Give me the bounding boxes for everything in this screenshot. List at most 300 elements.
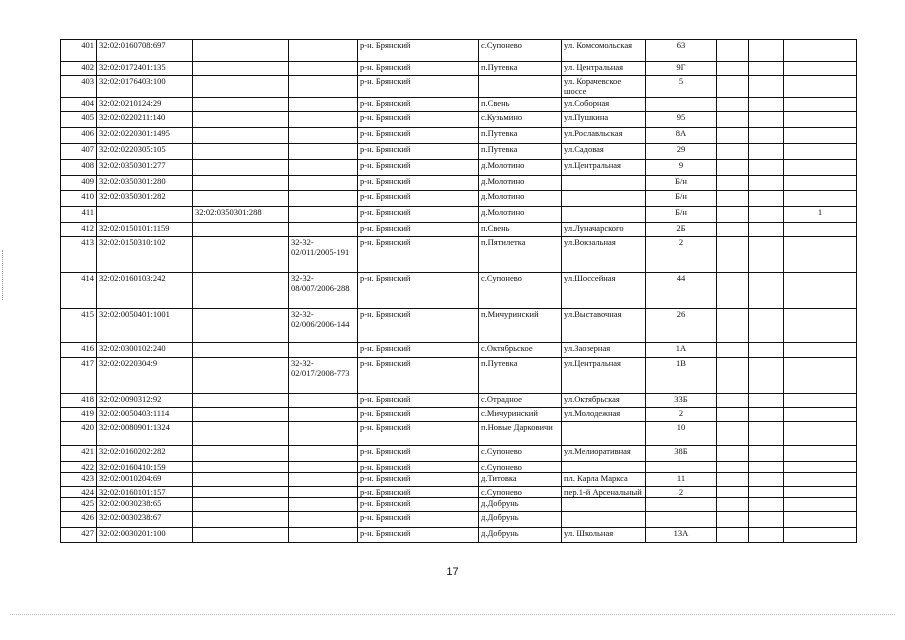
street-cell: [562, 422, 646, 446]
table-row: [61, 358, 857, 394]
cadastral-number-cell: 32:02:0220305:105: [97, 144, 193, 160]
district-cell: р-н. Брянский: [358, 528, 479, 543]
registration-number-cell: [289, 498, 358, 512]
column-11-cell: [784, 223, 857, 237]
house-number-cell: 5: [646, 76, 717, 98]
table-row: [61, 62, 857, 76]
settlement-cell: д.Добрунь: [479, 528, 562, 543]
house-number-cell: 63: [646, 40, 717, 62]
settlement-cell: с.Октябрьское: [479, 343, 562, 358]
table-row: [61, 528, 857, 543]
column-9-cell: [717, 176, 749, 191]
registration-number-cell: [289, 191, 358, 207]
house-number-cell: Б/н: [646, 207, 717, 223]
settlement-cell: д.Молотино: [479, 207, 562, 223]
column-9-cell: [717, 473, 749, 487]
settlement-cell: с.Супонево: [479, 40, 562, 62]
cadastral-number-alt-cell: [193, 358, 289, 394]
column-9-cell: [717, 462, 749, 473]
registration-number-cell: [289, 394, 358, 408]
cadastral-number-cell: 32:02:0160103:242: [97, 273, 193, 309]
street-cell: пл. Карла Маркса: [562, 473, 646, 487]
row-number-cell: 402: [61, 62, 97, 76]
column-11-cell: [784, 446, 857, 462]
table-body: [61, 40, 857, 543]
settlement-cell: п.Свень: [479, 98, 562, 112]
house-number-cell: 13А: [646, 528, 717, 543]
cadastral-number-cell: 32:02:0150310:102: [97, 237, 193, 273]
cadastral-number-cell: 32:02:0350301:282: [97, 191, 193, 207]
table-row: [61, 446, 857, 462]
row-number-cell: 418: [61, 394, 97, 408]
cadastral-number-alt-cell: [193, 309, 289, 343]
registration-number-cell: [289, 128, 358, 144]
cadastral-number-alt-cell: [193, 76, 289, 98]
district-cell: р-н. Брянский: [358, 422, 479, 446]
column-10-cell: [749, 191, 784, 207]
cadastral-number-cell: 32:02:0010204:69: [97, 473, 193, 487]
settlement-cell: д.Добрунь: [479, 498, 562, 512]
row-number-cell: 424: [61, 487, 97, 498]
column-9-cell: [717, 498, 749, 512]
row-number-cell: 419: [61, 408, 97, 422]
column-11-cell: [784, 422, 857, 446]
cadastral-number-cell: 32:02:0160101:157: [97, 487, 193, 498]
cadastral-number-alt-cell: [193, 512, 289, 528]
house-number-cell: 9: [646, 160, 717, 176]
row-number-cell: 410: [61, 191, 97, 207]
settlement-cell: с.Супонево: [479, 487, 562, 498]
cadastral-number-alt-cell: [193, 487, 289, 498]
cadastral-number-cell: 32:02:0030238:65: [97, 498, 193, 512]
row-number-cell: 413: [61, 237, 97, 273]
house-number-cell: 1В: [646, 358, 717, 394]
column-9-cell: [717, 237, 749, 273]
cadastral-number-cell: 32:02:0176403:100: [97, 76, 193, 98]
district-cell: р-н. Брянский: [358, 223, 479, 237]
column-10-cell: [749, 309, 784, 343]
street-cell: пер.1-й Арсенальный: [562, 487, 646, 498]
registration-number-cell: 32-32-02/017/2008-773: [289, 358, 358, 394]
house-number-cell: 33Б: [646, 394, 717, 408]
row-number-cell: 425: [61, 498, 97, 512]
column-11-cell: [784, 343, 857, 358]
table-row: [61, 128, 857, 144]
table-row: [61, 309, 857, 343]
settlement-cell: с.Супонево: [479, 446, 562, 462]
table-row: [61, 343, 857, 358]
table-row: [61, 512, 857, 528]
cadastral-number-alt-cell: [193, 273, 289, 309]
row-number-cell: 401: [61, 40, 97, 62]
house-number-cell: 26: [646, 309, 717, 343]
cadastral-number-cell: 32:02:0350301:277: [97, 160, 193, 176]
column-10-cell: [749, 128, 784, 144]
registration-number-cell: [289, 422, 358, 446]
column-10-cell: [749, 473, 784, 487]
district-cell: р-н. Брянский: [358, 40, 479, 62]
row-number-cell: 416: [61, 343, 97, 358]
district-cell: р-н. Брянский: [358, 273, 479, 309]
column-11-cell: 1: [784, 207, 857, 223]
row-number-cell: 414: [61, 273, 97, 309]
settlement-cell: с.Мичуринский: [479, 408, 562, 422]
column-10-cell: [749, 40, 784, 62]
column-10-cell: [749, 112, 784, 128]
street-cell: ул.Вокзальная: [562, 237, 646, 273]
table-row: [61, 144, 857, 160]
cadastral-number-alt-cell: [193, 144, 289, 160]
registration-number-cell: 32-32-08/007/2006-288: [289, 273, 358, 309]
cadastral-number-alt-cell: [193, 223, 289, 237]
registration-number-cell: [289, 223, 358, 237]
street-cell: ул.Выставочная: [562, 309, 646, 343]
house-number-cell: 38Б: [646, 446, 717, 462]
column-9-cell: [717, 358, 749, 394]
column-10-cell: [749, 512, 784, 528]
registration-number-cell: [289, 62, 358, 76]
column-11-cell: [784, 160, 857, 176]
table-row: [61, 223, 857, 237]
column-9-cell: [717, 191, 749, 207]
cadastral-number-cell: 32:02:0350301:280: [97, 176, 193, 191]
cadastral-number-cell: [97, 207, 193, 223]
registration-number-cell: [289, 462, 358, 473]
table-row: [61, 40, 857, 62]
column-10-cell: [749, 358, 784, 394]
column-9-cell: [717, 62, 749, 76]
house-number-cell: Б/н: [646, 176, 717, 191]
column-11-cell: [784, 176, 857, 191]
cadastral-number-cell: 32:02:0210124:29: [97, 98, 193, 112]
row-number-cell: 427: [61, 528, 97, 543]
district-cell: р-н. Брянский: [358, 462, 479, 473]
table-row: [61, 98, 857, 112]
table-row: [61, 176, 857, 191]
column-9-cell: [717, 40, 749, 62]
registration-number-cell: [289, 207, 358, 223]
column-9-cell: [717, 207, 749, 223]
column-10-cell: [749, 207, 784, 223]
cadastral-number-cell: 32:02:0050401:1001: [97, 309, 193, 343]
house-number-cell: 1А: [646, 343, 717, 358]
settlement-cell: с.Супонево: [479, 273, 562, 309]
column-10-cell: [749, 446, 784, 462]
row-number-cell: 405: [61, 112, 97, 128]
house-number-cell: 9Г: [646, 62, 717, 76]
column-9-cell: [717, 512, 749, 528]
district-cell: р-н. Брянский: [358, 408, 479, 422]
registration-number-cell: [289, 343, 358, 358]
district-cell: р-н. Брянский: [358, 144, 479, 160]
column-9-cell: [717, 487, 749, 498]
row-number-cell: 404: [61, 98, 97, 112]
row-number-cell: 408: [61, 160, 97, 176]
settlement-cell: п.Мичуринский: [479, 309, 562, 343]
column-11-cell: [784, 273, 857, 309]
street-cell: [562, 176, 646, 191]
settlement-cell: д.Молотино: [479, 191, 562, 207]
table-row: [61, 473, 857, 487]
cadastral-number-alt-cell: [193, 394, 289, 408]
column-11-cell: [784, 462, 857, 473]
column-10-cell: [749, 487, 784, 498]
house-number-cell: [646, 512, 717, 528]
property-registry-table: [60, 39, 857, 543]
district-cell: р-н. Брянский: [358, 487, 479, 498]
cadastral-number-cell: 32:02:0050403:1114: [97, 408, 193, 422]
row-number-cell: 417: [61, 358, 97, 394]
registration-number-cell: [289, 487, 358, 498]
registration-number-cell: [289, 76, 358, 98]
column-11-cell: [784, 98, 857, 112]
street-cell: ул. Комсомольская: [562, 40, 646, 62]
street-cell: ул. Центральная: [562, 62, 646, 76]
registration-number-cell: [289, 446, 358, 462]
district-cell: р-н. Брянский: [358, 343, 479, 358]
cadastral-number-cell: 32:02:0090312:92: [97, 394, 193, 408]
house-number-cell: 2: [646, 237, 717, 273]
column-11-cell: [784, 473, 857, 487]
cadastral-number-alt-cell: [193, 237, 289, 273]
house-number-cell: Б/н: [646, 191, 717, 207]
column-11-cell: [784, 144, 857, 160]
district-cell: р-н. Брянский: [358, 237, 479, 273]
column-10-cell: [749, 98, 784, 112]
column-10-cell: [749, 273, 784, 309]
column-11-cell: [784, 62, 857, 76]
column-10-cell: [749, 343, 784, 358]
column-9-cell: [717, 160, 749, 176]
settlement-cell: д.Молотино: [479, 176, 562, 191]
column-10-cell: [749, 144, 784, 160]
house-number-cell: [646, 462, 717, 473]
column-9-cell: [717, 112, 749, 128]
district-cell: р-н. Брянский: [358, 76, 479, 98]
district-cell: р-н. Брянский: [358, 394, 479, 408]
street-cell: ул. Корачевское шоссе: [562, 76, 646, 98]
district-cell: р-н. Брянский: [358, 160, 479, 176]
cadastral-number-alt-cell: [193, 112, 289, 128]
cadastral-number-cell: 32:02:0220211:140: [97, 112, 193, 128]
street-cell: ул.Центральная: [562, 358, 646, 394]
settlement-cell: д.Титовка: [479, 473, 562, 487]
cadastral-number-cell: 32:02:0030238:67: [97, 512, 193, 528]
cadastral-number-alt-cell: [193, 40, 289, 62]
cadastral-number-alt-cell: [193, 473, 289, 487]
row-number-cell: 421: [61, 446, 97, 462]
district-cell: р-н. Брянский: [358, 128, 479, 144]
column-9-cell: [717, 223, 749, 237]
house-number-cell: 8А: [646, 128, 717, 144]
column-9-cell: [717, 309, 749, 343]
row-number-cell: 406: [61, 128, 97, 144]
column-10-cell: [749, 394, 784, 408]
table-row: [61, 498, 857, 512]
scan-bottom-noise: [10, 614, 895, 615]
column-10-cell: [749, 498, 784, 512]
cadastral-number-alt-cell: [193, 528, 289, 543]
cadastral-number-cell: 32:02:0030201:100: [97, 528, 193, 543]
cadastral-number-alt-cell: [193, 343, 289, 358]
street-cell: ул. Школьная: [562, 528, 646, 543]
district-cell: р-н. Брянский: [358, 112, 479, 128]
district-cell: р-н. Брянский: [358, 446, 479, 462]
street-cell: ул.Молодежная: [562, 408, 646, 422]
column-9-cell: [717, 76, 749, 98]
cadastral-number-cell: 32:02:0220301:1495: [97, 128, 193, 144]
page-number: 17: [446, 566, 459, 578]
cadastral-number-cell: 32:02:0150101:1159: [97, 223, 193, 237]
street-cell: ул.Рославльская: [562, 128, 646, 144]
table-row: [61, 237, 857, 273]
column-10-cell: [749, 62, 784, 76]
column-11-cell: [784, 512, 857, 528]
street-cell: ул.Мелиоративная: [562, 446, 646, 462]
settlement-cell: п.Путевка: [479, 128, 562, 144]
cadastral-number-cell: 32:02:0220304:9: [97, 358, 193, 394]
column-10-cell: [749, 528, 784, 543]
column-11-cell: [784, 191, 857, 207]
cadastral-number-alt-cell: [193, 422, 289, 446]
column-9-cell: [717, 144, 749, 160]
house-number-cell: [646, 498, 717, 512]
settlement-cell: [479, 76, 562, 98]
house-number-cell: 29: [646, 144, 717, 160]
house-number-cell: 95: [646, 112, 717, 128]
cadastral-number-alt-cell: [193, 128, 289, 144]
district-cell: р-н. Брянский: [358, 498, 479, 512]
column-10-cell: [749, 76, 784, 98]
district-cell: р-н. Брянский: [358, 98, 479, 112]
registration-number-cell: [289, 144, 358, 160]
column-11-cell: [784, 237, 857, 273]
column-10-cell: [749, 176, 784, 191]
row-number-cell: 411: [61, 207, 97, 223]
cadastral-number-cell: 32:02:0160202:282: [97, 446, 193, 462]
row-number-cell: 403: [61, 76, 97, 98]
street-cell: ул.Садовая: [562, 144, 646, 160]
column-10-cell: [749, 422, 784, 446]
registration-number-cell: [289, 408, 358, 422]
district-cell: р-н. Брянский: [358, 309, 479, 343]
registration-number-cell: [289, 528, 358, 543]
registration-number-cell: [289, 473, 358, 487]
cadastral-number-cell: 32:02:0160708:697: [97, 40, 193, 62]
settlement-cell: п.Пятилетка: [479, 237, 562, 273]
district-cell: р-н. Брянский: [358, 473, 479, 487]
street-cell: ул.Шоссейная: [562, 273, 646, 309]
street-cell: [562, 207, 646, 223]
row-number-cell: 420: [61, 422, 97, 446]
street-cell: [562, 498, 646, 512]
street-cell: ул.Пушкина: [562, 112, 646, 128]
column-11-cell: [784, 498, 857, 512]
cadastral-number-cell: 32:02:0160410:159: [97, 462, 193, 473]
column-10-cell: [749, 408, 784, 422]
cadastral-number-cell: 32:02:0172401:135: [97, 62, 193, 76]
cadastral-number-cell: 32:02:0080901:1324: [97, 422, 193, 446]
row-number-cell: 407: [61, 144, 97, 160]
registration-number-cell: [289, 112, 358, 128]
table-row: [61, 273, 857, 309]
street-cell: ул.Соборная: [562, 98, 646, 112]
registration-number-cell: [289, 40, 358, 62]
row-number-cell: 426: [61, 512, 97, 528]
table-row: [61, 462, 857, 473]
house-number-cell: 44: [646, 273, 717, 309]
street-cell: ул.Центральная: [562, 160, 646, 176]
street-cell: [562, 462, 646, 473]
column-11-cell: [784, 487, 857, 498]
column-11-cell: [784, 309, 857, 343]
cadastral-number-alt-cell: [193, 408, 289, 422]
cadastral-number-alt-cell: 32:02:0350301:288: [193, 207, 289, 223]
column-9-cell: [717, 98, 749, 112]
table-row: [61, 408, 857, 422]
column-11-cell: [784, 76, 857, 98]
column-9-cell: [717, 528, 749, 543]
cadastral-number-cell: 32:02:0300102:240: [97, 343, 193, 358]
registration-number-cell: [289, 176, 358, 191]
cadastral-number-alt-cell: [193, 62, 289, 76]
column-9-cell: [717, 394, 749, 408]
column-10-cell: [749, 237, 784, 273]
column-11-cell: [784, 40, 857, 62]
settlement-cell: д.Молотино: [479, 160, 562, 176]
settlement-cell: п.Свень: [479, 223, 562, 237]
settlement-cell: п.Путевка: [479, 358, 562, 394]
settlement-cell: д.Добрунь: [479, 512, 562, 528]
settlement-cell: п.Путевка: [479, 62, 562, 76]
table-row: [61, 487, 857, 498]
table-row: [61, 160, 857, 176]
house-number-cell: 2: [646, 408, 717, 422]
district-cell: р-н. Брянский: [358, 207, 479, 223]
settlement-cell: п.Путевка: [479, 144, 562, 160]
table-row: [61, 191, 857, 207]
column-10-cell: [749, 223, 784, 237]
column-11-cell: [784, 408, 857, 422]
cadastral-number-alt-cell: [193, 98, 289, 112]
scan-margin-mark: [2, 250, 4, 300]
row-number-cell: 412: [61, 223, 97, 237]
district-cell: р-н. Брянский: [358, 176, 479, 191]
column-9-cell: [717, 343, 749, 358]
district-cell: р-н. Брянский: [358, 512, 479, 528]
column-11-cell: [784, 394, 857, 408]
column-9-cell: [717, 408, 749, 422]
house-number-cell: 2: [646, 487, 717, 498]
cadastral-number-alt-cell: [193, 160, 289, 176]
cadastral-number-alt-cell: [193, 446, 289, 462]
table-row: [61, 394, 857, 408]
cadastral-number-alt-cell: [193, 176, 289, 191]
registration-number-cell: [289, 98, 358, 112]
cadastral-number-alt-cell: [193, 462, 289, 473]
column-11-cell: [784, 528, 857, 543]
column-9-cell: [717, 273, 749, 309]
table-row: [61, 112, 857, 128]
district-cell: р-н. Брянский: [358, 358, 479, 394]
registration-number-cell: [289, 512, 358, 528]
row-number-cell: 409: [61, 176, 97, 191]
row-number-cell: 415: [61, 309, 97, 343]
registration-number-cell: [289, 160, 358, 176]
cadastral-number-alt-cell: [193, 498, 289, 512]
registration-number-cell: 32-32-02/006/2006-144: [289, 309, 358, 343]
row-number-cell: 422: [61, 462, 97, 473]
